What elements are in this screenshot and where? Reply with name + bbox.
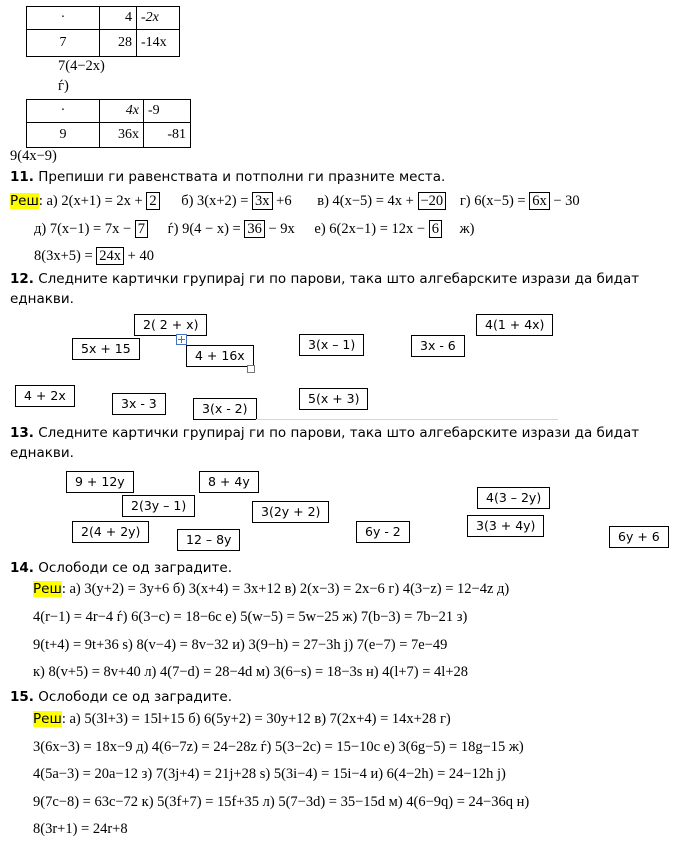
ex12-instruction-cont: еднакви. xyxy=(10,291,74,307)
ex14-line-3: 9(t+4) = 9t+36 s) 8(v−4) = 8v−32 и) 3(9−h) = 27−3h ј) 7(e−7) = 7e−49 xyxy=(33,637,448,653)
ex12-card[interactable]: 4 + 16x xyxy=(186,345,254,367)
ex11-row-3: 8(3x+5) = 24x + 40 xyxy=(34,248,154,264)
ex14-heading xyxy=(10,560,232,576)
table-b xyxy=(26,99,191,148)
table-a-caption: 7(4−2x) xyxy=(58,58,105,74)
ex12-card[interactable]: 3(x - 2) xyxy=(193,398,257,420)
table-b-cell: · xyxy=(27,100,100,123)
ex12-number: 12. xyxy=(10,271,34,287)
ex15-line-4: 9(7c−8) = 63c−72 к) 5(3f+7) = 15f+35 л) 5(7−3d) = 35−15d м) 4(6−9q) = 24−36q н) xyxy=(33,794,530,810)
ex14-resh-label: Реш xyxy=(33,581,62,597)
table-a-cell: 4 xyxy=(100,7,137,30)
ex11-heading xyxy=(10,169,445,185)
ex12-instruction: Следните картички групирај ги по парови, така што алгебарските изрази да бидат xyxy=(38,271,640,287)
table-b-cell: -81 xyxy=(144,123,191,148)
ex11-answer-box: 7 xyxy=(135,220,148,238)
ex13-card[interactable]: 12 – 8y xyxy=(177,529,240,551)
ex14-number: 14. xyxy=(10,560,34,576)
ex12-card[interactable]: 3x - 3 xyxy=(112,393,166,415)
ex13-card[interactable]: 9 + 12y xyxy=(66,471,134,493)
table-b-cell: 4x xyxy=(100,100,144,123)
table-a-cell: 28 xyxy=(100,30,137,57)
ex14-line-4: к) 8(v+5) = 8v+40 л) 4(7−d) = 28−4d м) 3(6−s) = 18−3s н) 4(l+7) = 4l+28 xyxy=(33,664,469,680)
ex12-card[interactable]: 5(x + 3) xyxy=(299,388,368,410)
ex12-card[interactable]: 3(x – 1) xyxy=(299,334,364,356)
ex11-row-1: Реш: а) 2(x+1) = 2x + 2 б) 3(x+2) = 3x +6 в) 4(x−5) = 4x + −20 г) 6(x−5) = 6x − 30 xyxy=(10,193,580,209)
ex13-instruction: Следните картички групирај ги по парови, така што алгебарските изрази да бидат xyxy=(38,425,640,441)
table-a-cell: -2x xyxy=(137,7,180,30)
ex15-line-3: 4(5a−3) = 20a−12 з) 7(3j+4) = 21j+28 s) 5(3i−4) = 15i−4 и) 6(4−2h) = 24−12h ј) xyxy=(33,766,506,782)
ex13-card[interactable]: 3(2y + 2) xyxy=(252,501,329,523)
ex11-answer-box: 36 xyxy=(244,220,265,238)
ex15-instruction: Ослободи се од заградите. xyxy=(38,689,232,705)
ex13-card[interactable]: 6y + 6 xyxy=(609,526,669,548)
ex11-answer-box: 3x xyxy=(252,192,273,210)
table-a-cell: · xyxy=(27,7,100,30)
ex13-card[interactable]: 3(3 + 4y) xyxy=(467,515,544,537)
divider xyxy=(256,419,558,420)
table-b-cell: 9 xyxy=(27,123,100,148)
ex11-row-2: д) 7(x−1) = 7x − 7 ѓ) 9(4 − x) = 36 − 9x е) 6(2x−1) = 12x − 6 ж) xyxy=(34,221,475,237)
ex12-card[interactable]: 2( 2 + x) xyxy=(134,314,207,336)
table-a-cell: 7 xyxy=(27,30,100,57)
ex11-answer-box: 2 xyxy=(146,192,159,210)
ex13-heading xyxy=(10,425,639,441)
ex13-card[interactable]: 6y - 2 xyxy=(356,521,410,543)
ex14-instruction: Ослободи се од заградите. xyxy=(38,560,232,576)
table-b-cell: 36x xyxy=(100,123,144,148)
ex15-line-2: 3(6x−3) = 18x−9 д) 4(6−7z) = 24−28z ѓ) 5(3−2c) = 15−10c е) 3(6g−5) = 18g−15 ж) xyxy=(33,739,524,755)
table-a-cell: -14x xyxy=(137,30,180,57)
ex11-resh-label: Реш xyxy=(10,193,39,209)
ex13-card[interactable]: 2(3y – 1) xyxy=(122,495,195,517)
ex15-resh-label: Реш xyxy=(33,711,62,727)
ex12-card[interactable]: 3x - 6 xyxy=(411,335,465,357)
ex12-heading xyxy=(10,271,639,287)
ex11-answer-box: −20 xyxy=(418,192,447,210)
ex11-answer-box: 6x xyxy=(529,192,550,210)
table-b-cell: -9 xyxy=(144,100,191,123)
ex14-line-1: Реш: а) 3(y+2) = 3y+6 б) 3(x+4) = 3x+12 в) 2(x−3) = 2x−6 г) 4(3−z) = 12−4z д) xyxy=(33,581,510,597)
ex12-card[interactable]: 5x + 15 xyxy=(72,338,140,360)
ex15-line-5: 8(3r+1) = 24r+8 xyxy=(33,821,128,837)
ex11-number: 11. xyxy=(10,169,34,185)
ex15-heading xyxy=(10,689,232,705)
ex11-instruction: Препиши ги равенствата и потполни ги празните места. xyxy=(38,169,446,185)
ex13-card[interactable]: 2(4 + 2y) xyxy=(72,521,149,543)
ex13-card[interactable]: 4(3 – 2y) xyxy=(477,487,550,509)
ex13-number: 13. xyxy=(10,425,34,441)
label-f: ѓ) xyxy=(58,78,69,94)
move-handle-icon[interactable] xyxy=(176,334,187,345)
ex12-card[interactable]: 4(1 + 4x) xyxy=(476,314,553,336)
table-a xyxy=(26,6,180,57)
ex13-instruction-cont: еднакви. xyxy=(10,445,74,461)
table-b-caption: 9(4x−9) xyxy=(10,148,57,164)
ex15-line-1: Реш: а) 5(3l+3) = 15l+15 б) 6(5y+2) = 30y+12 в) 7(2x+4) = 14x+28 г) xyxy=(33,711,451,727)
ex11-answer-box: 24x xyxy=(96,247,124,265)
ex12-card[interactable]: 4 + 2x xyxy=(15,385,75,407)
resize-handle-icon[interactable] xyxy=(247,365,255,373)
ex15-number: 15. xyxy=(10,689,34,705)
ex13-card[interactable]: 8 + 4y xyxy=(199,471,259,493)
ex11-answer-box: 6 xyxy=(429,220,442,238)
ex14-line-2: 4(r−1) = 4r−4 ѓ) 6(3−c) = 18−6c е) 5(w−5) = 5w−25 ж) 7(b−3) = 7b−21 з) xyxy=(33,609,468,625)
